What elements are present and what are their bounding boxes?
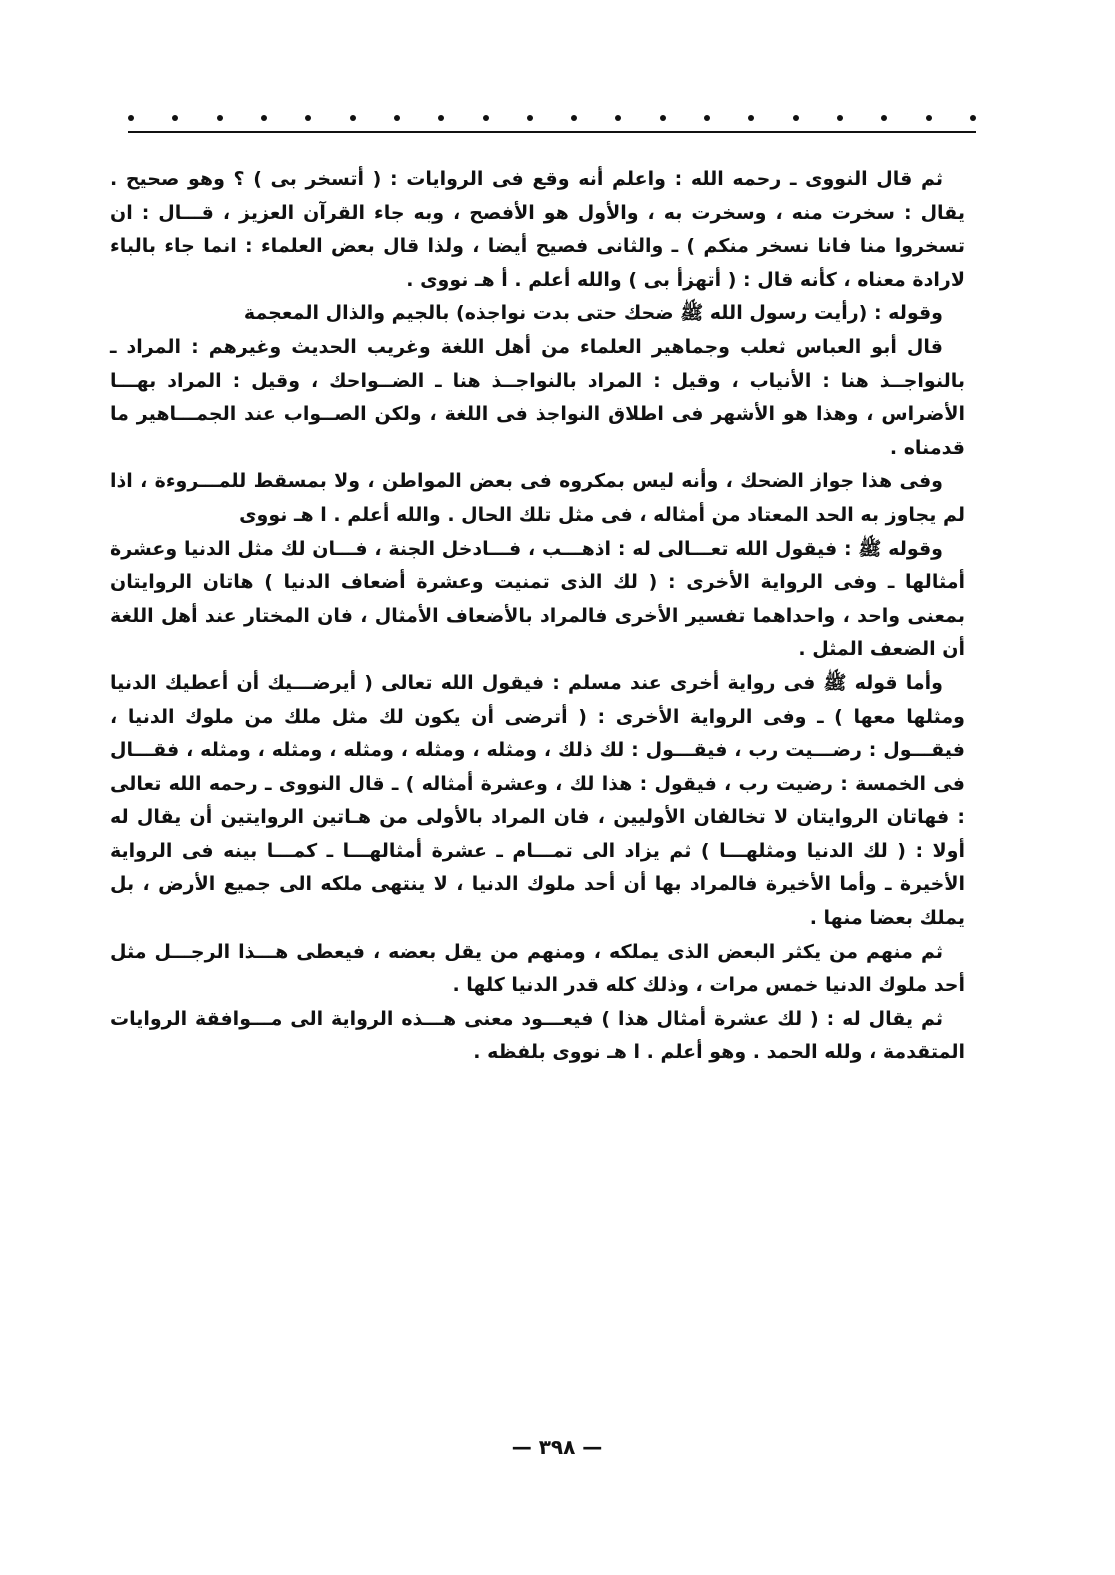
header-dot — [615, 115, 621, 121]
page-number: — ٣٩٨ — — [511, 1435, 603, 1459]
paragraph: ثم يقال له : ( لك عشرة أمثال هذا ) فيعـــود معنى هـــذه الرواية الى مـــوافقة الروايات المتقدمة ، ولله الحمد . وهو أعلم . ا هـ نووى بلفظه . — [110, 1007, 965, 1064]
paragraph: وقوله : (رأيت رسول الله ﷺ ضحك حتى بدت نواجذه) بالجيم والذال المعجمة — [243, 302, 943, 325]
paragraph: وقوله ﷺ : فيقول الله تعـــالى له : اذهـــب ، فـــادخل الجنة ، فـــان لك مثل الدنيا وعشرة أمثالها ـ وفى الرواية الأخرى : ( لك الذى تمنيت وعشرة أضعاف الدنيا ) هاتان الروايتان بمعنى واحد ، واحداهما تفسير الأخرى فالمراد بالأضعاف الأمثال ، فان المختار عند أهل اللغة أن الضعف المثل . — [110, 537, 965, 661]
header-dot — [394, 115, 400, 121]
header-dot — [926, 115, 932, 121]
paragraph: وفى هذا جواز الضحك ، وأنه ليس بمكروه فى بعض المواطن ، ولا بمسقط للمـــروءة ، اذا لم يجاوز به الحد المعتاد من أمثاله ، فى مثل تلك الحال . والله أعلم . ا هـ نووى — [110, 470, 965, 526]
paragraph: ثم منهم من يكثر البعض الذى يملكه ، ومنهم من يقل بعضه ، فيعطى هـــذا الرجـــل مثل أحد ملوك الدنيا خمس مرات ، وذلك كله قدر الدنيا كلها . — [110, 940, 965, 997]
header-rule — [128, 131, 976, 133]
paragraph: قال أبو العباس ثعلب وجماهير العلماء من أهل اللغة وغريب الحديث وغيرهم : المراد ـ بالنواجــذ هنا : الأنياب ، وقيل : المراد بالنواجــذ هنا ـ الضــواحك ، وقيل : المراد بهـــا الأضراس ، وهذا هو الأشهر فى اطلاق النواجذ فى اللغة ، ولكن الصــواب عند الجمـــاهير ما قدمناه . — [110, 335, 965, 459]
header-dot — [793, 115, 799, 121]
header-dot — [128, 115, 134, 121]
header-dot — [217, 115, 223, 121]
header-dot-row — [128, 108, 976, 128]
header-dot — [483, 115, 489, 121]
header-dot — [261, 115, 267, 121]
header-dot — [350, 115, 356, 121]
header-dot — [970, 115, 976, 121]
body-text — [110, 163, 965, 1070]
header-dot — [438, 115, 444, 121]
header-dot — [172, 115, 178, 121]
paragraph: وأما قوله ﷺ فى رواية أخرى عند مسلم : فيقول الله تعالى ( أيرضـــيك أن أعطيك الدنيا ومثلها معها ) ـ وفى الرواية الأخرى : ( أترضى أن يكون لك مثل ملك من ملوك الدنيا ، فيقـــول : رضـــيت رب ، فيقـــول : لك ذلك ، ومثله ، ومثله ، ومثله ، ومثله ، ومثله ، فقـــال فى الخمسة : رضيت رب ، فيقول : هذا لك ، وعشرة أمثاله ) ـ قال النووى ـ رحمه الله تعالى : فهاتان الروايتان لا تخالفان الأوليين ، فان المراد بالأولى من هـاتين الروايتين أن يقال له أولا : ( لك الدنيا ومثلهـــا ) ثم يزاد الى تمـــام ـ عشرة أمثالهـــا ـ كمـــا بينه فى الرواية الأخيرة ـ وأما الأخيرة فالمراد بها أن أحد ملوك الدنيا ، لا ينتهى ملكه الى جميع الأرض ، بل يملك بعضا منها . — [110, 671, 965, 930]
header-dot — [704, 115, 710, 121]
header-dot — [527, 115, 533, 121]
header-dot — [881, 115, 887, 121]
header-dot — [305, 115, 311, 121]
header-dot — [837, 115, 843, 121]
header-dot — [660, 115, 666, 121]
header-dot — [571, 115, 577, 121]
header-dot — [748, 115, 754, 121]
paragraph: ثم قال النووى ـ رحمه الله : واعلم أنه وقع فى الروايات : ( أتسخر بى ) ؟ وهو صحيح . يقال : سخرت منه ، وسخرت به ، والأول هو الأفصح ، وبه جاء القرآن العزيز ، قـــال : ان تسخروا منا فانا نسخر منكم ) ـ والثانى فصيح أيضا ، ولذا قال بعض العلماء : انما جاء بالباء لارادة معناه ، كأنه قال : ( أتهزأ بى ) والله أعلم . أ هـ نووى . — [110, 168, 965, 291]
